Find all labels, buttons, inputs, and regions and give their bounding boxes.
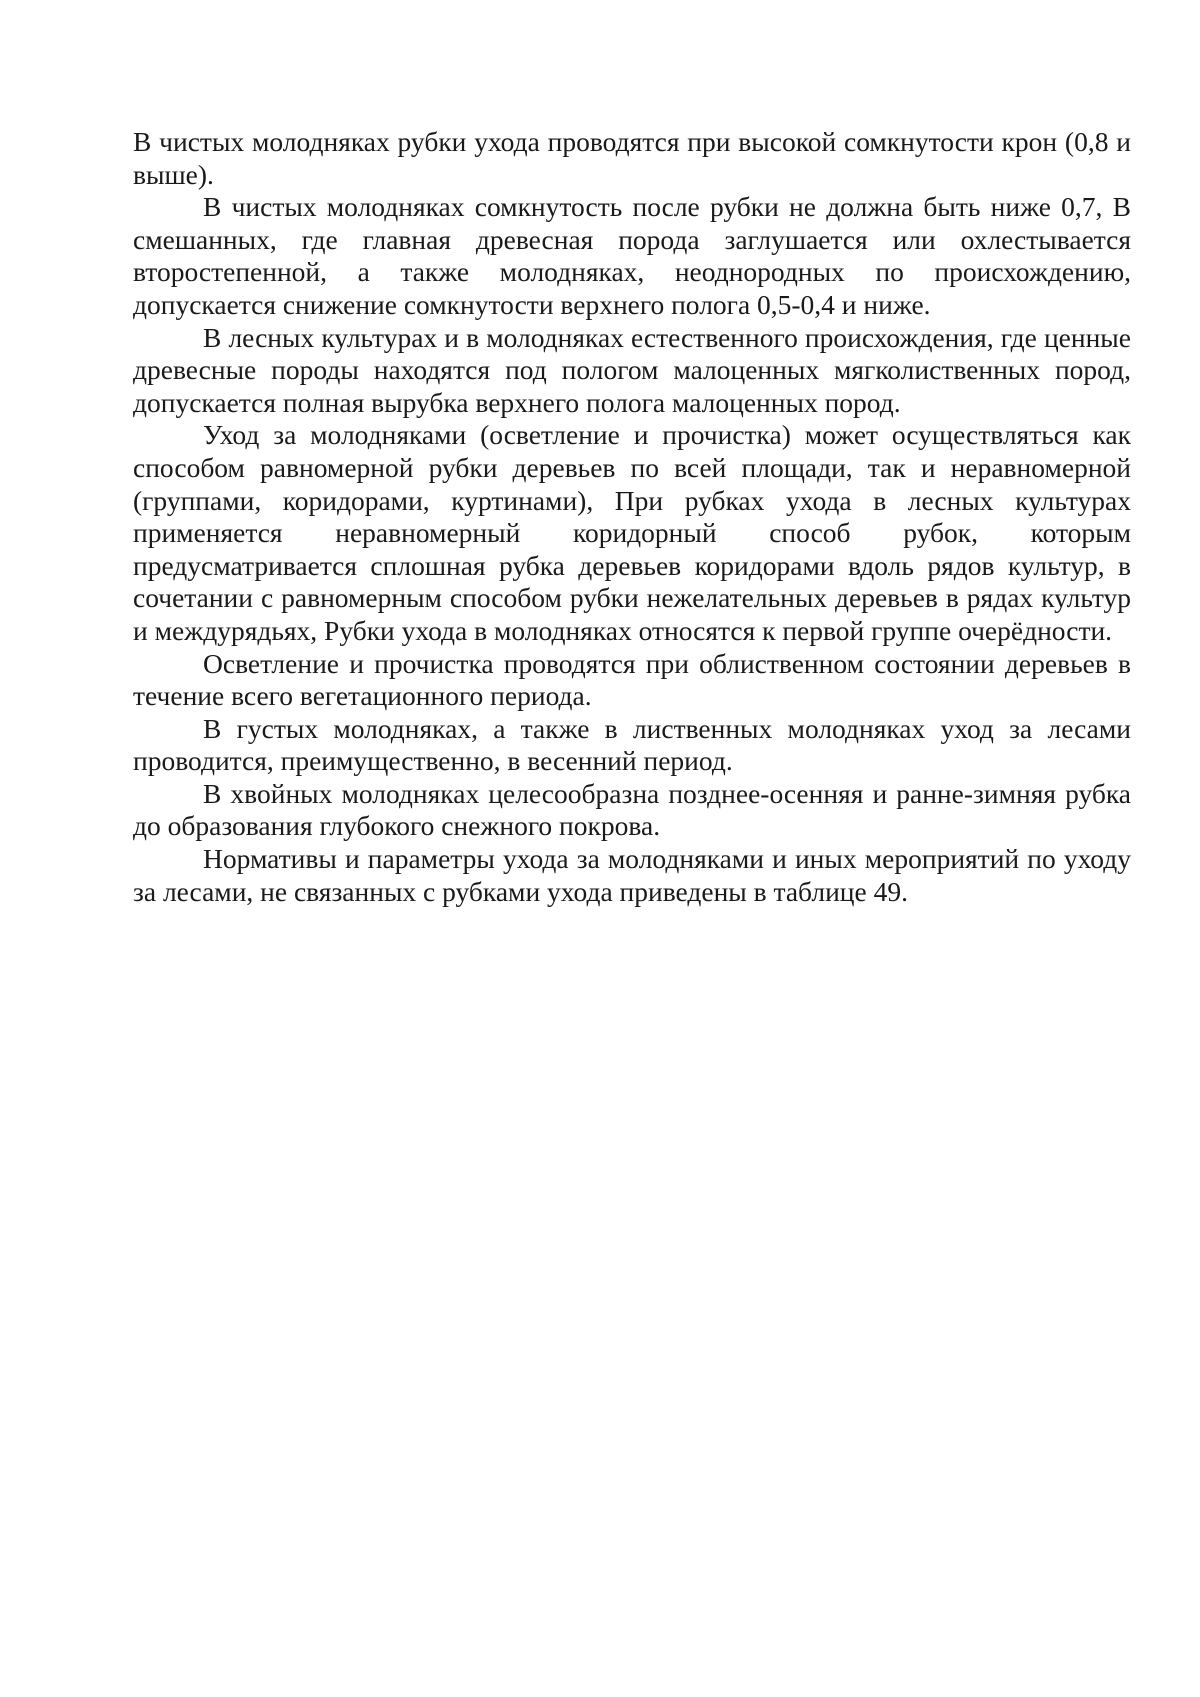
paragraph-norms-table-reference: Нормативы и параметры ухода за молодняками и иных мероприятий по уходу за лесами, не связанных с рубками ухода приведены в таблице 49. xyxy=(133,843,1131,907)
paragraph-vegetation-period: Осветление и прочистка проводятся при облиственном состоянии деревьев в течение всего вегетационного периода. xyxy=(133,647,1131,712)
paragraph-dense-young-stands: В густых молодняках, а также в лиственных молодняках уход за лесами проводится, преимущественно, в весенний период. xyxy=(133,712,1131,777)
paragraph-forest-cultures: В лесных культурах и в молодняках естественного происхождения, где ценные древесные породы находятся под пологом малоценных мягколиственных пород, допускается полная вырубка верхнего полога малоценных пород. xyxy=(133,321,1131,418)
paragraph-closure-after-cutting: В чистых молодняках сомкнутость после рубки не должна быть ниже 0,7, В смешанных, где главная древесная порода заглушается или охлестывается второстепенной, а также молодняках, неоднородных по происхождению, допускается снижение сомкнутости верхнего полога 0,5-0,4 и ниже. xyxy=(133,191,1131,320)
paragraph-coniferous-young-stands: В хвойных молодняках целесообразна позднее-осенняя и ранне-зимняя рубка до образования глубокого снежного покрова. xyxy=(133,777,1131,842)
paragraph-thinning-canopy-closure: В чистых молодняках рубки ухода проводятся при высокой сомкнутости крон (0,8 и выше). xyxy=(133,126,1131,190)
paragraph-cutting-methods: Уход за молодняками (осветление и прочистка) может осуществляться как способом равномерной рубки деревьев по всей площади, так и неравномерной (группами, коридорами, куртинами), При рубках ухода в лесных культурах применяется неравномерный коридорный способ рубок, которым предусматривается сплошная рубка деревьев коридорами вдоль рядов культур, в сочетании с равномерным способом рубки нежелательных деревьев в рядах культур и междурядьях, Рубки ухода в молодняках относятся к первой группе очерёдности. xyxy=(133,419,1131,646)
document-body xyxy=(133,126,1131,908)
